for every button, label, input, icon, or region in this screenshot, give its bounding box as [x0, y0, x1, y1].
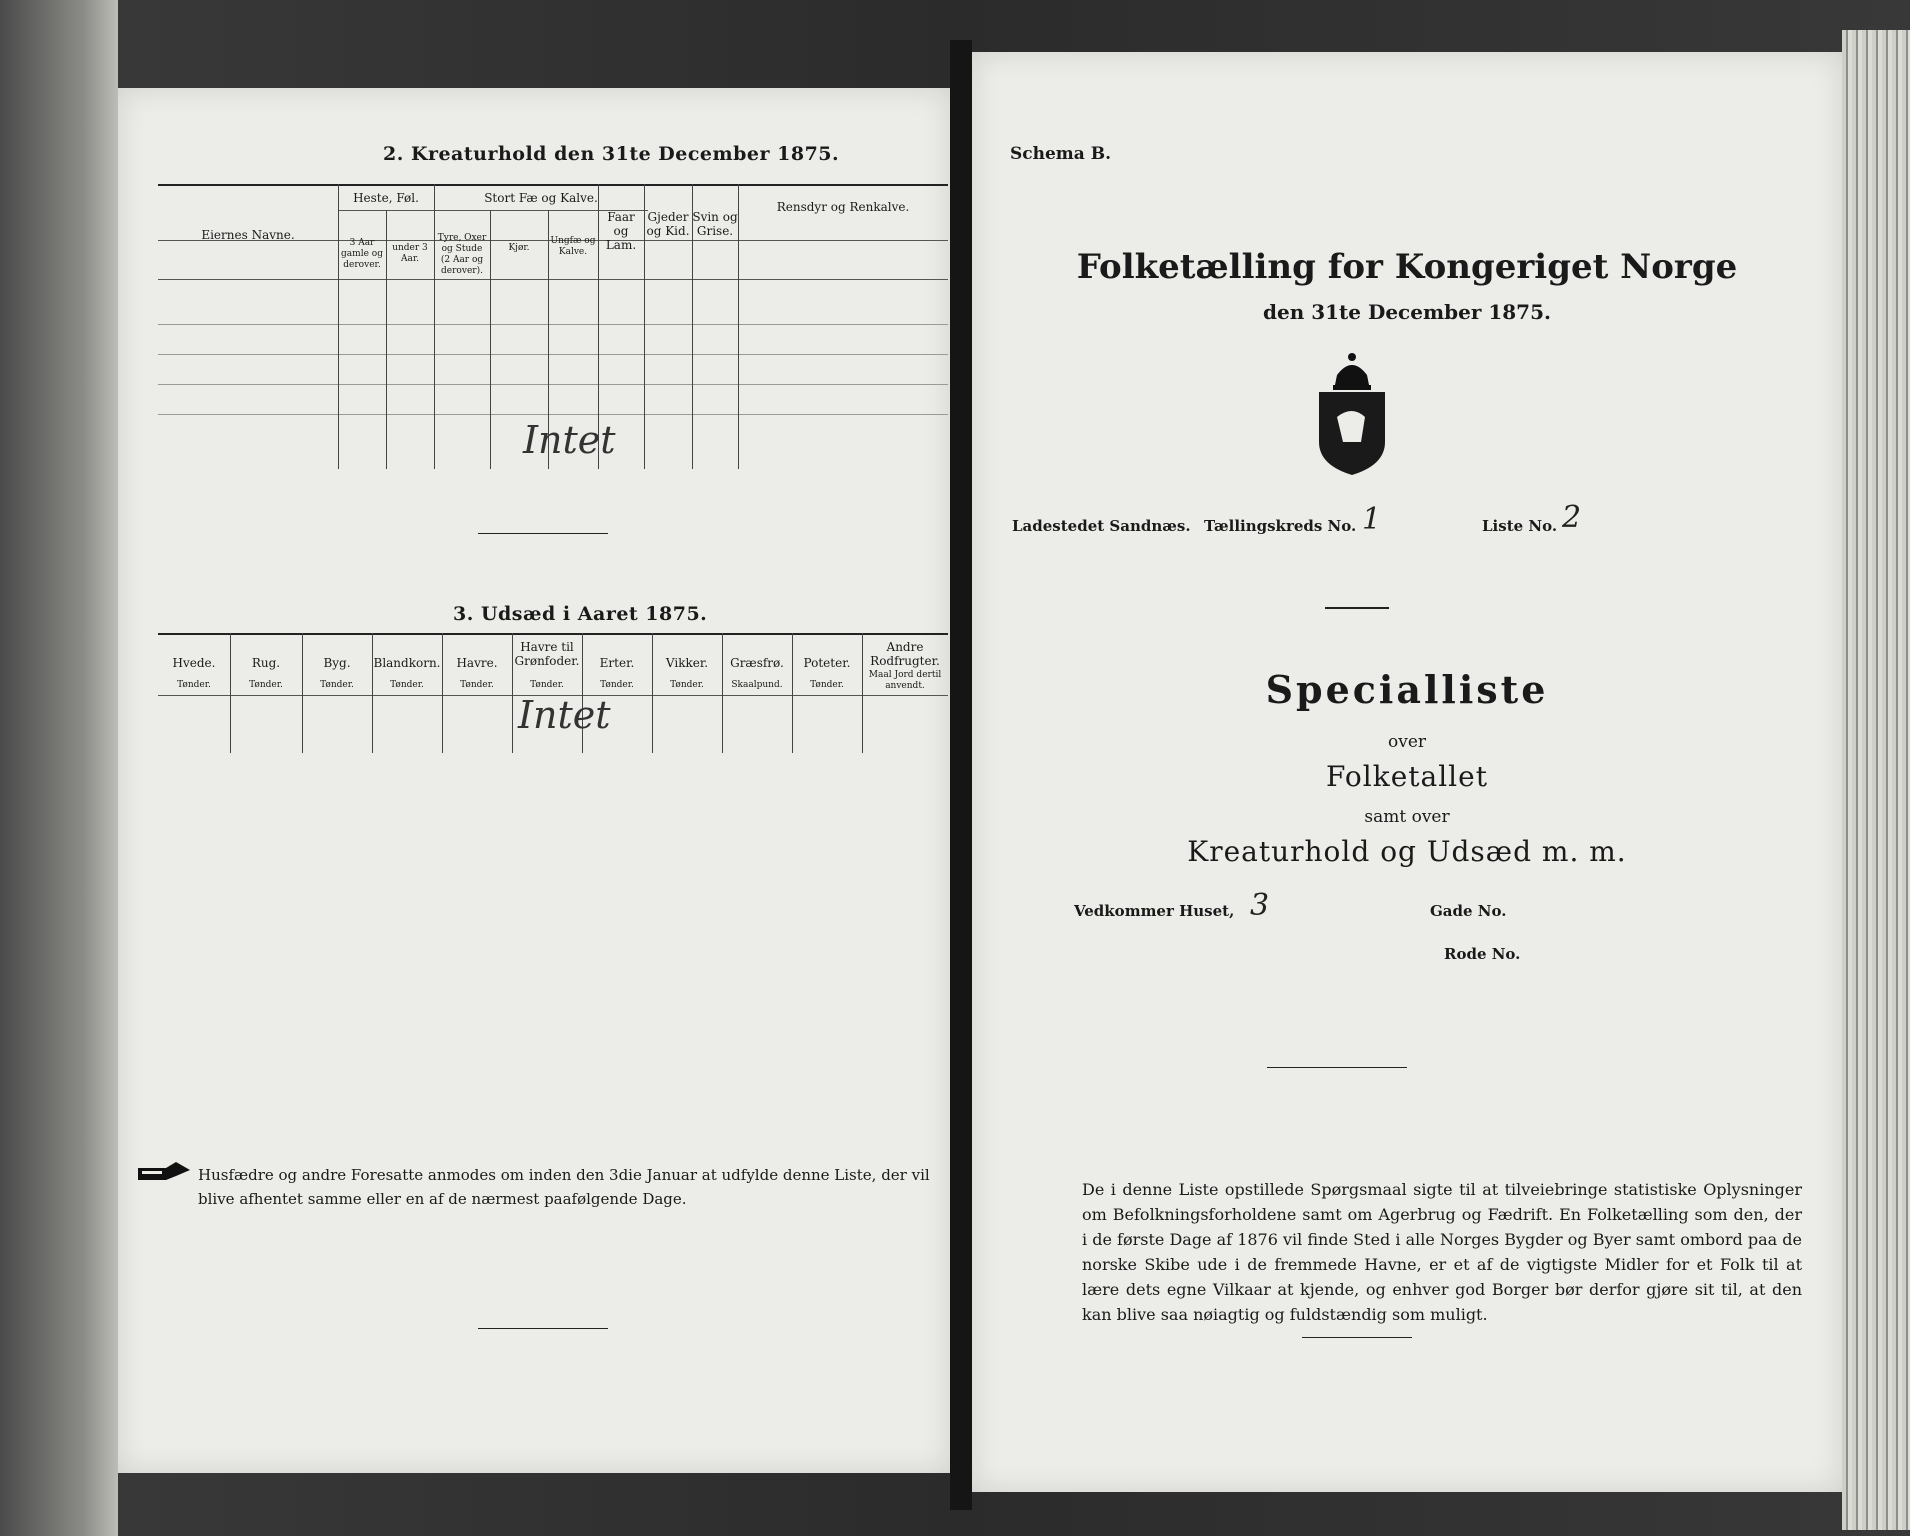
seed-col-unit: Tønder.: [670, 680, 704, 690]
col-owner: Eiernes Navne.: [201, 228, 295, 242]
kreaturhold-text: Kreaturhold og Udsæd m. m.: [1187, 835, 1627, 868]
section-divider: [478, 533, 608, 534]
divider-2: [1267, 1067, 1407, 1068]
seed-col-name: Erter.: [599, 656, 635, 670]
seed-col-name: Havre til Grønfoder.: [514, 640, 580, 668]
kreds-label: Tællingskreds No.: [1204, 517, 1357, 535]
seed-handwriting: Intet: [518, 693, 611, 737]
main-title: Folketælling for Kongeriget Norge: [1076, 247, 1738, 287]
col-reindeer: Rensdyr og Renkalve.: [776, 200, 910, 214]
seed-table-top-rule: [158, 633, 948, 635]
section3-title: 3. Udsæd i Aaret 1875.: [453, 603, 708, 625]
folketallet-text: Folketallet: [1326, 760, 1488, 793]
bottom-divider: [478, 1328, 608, 1329]
left-margin-shadow: [0, 0, 118, 1536]
seed-col-name: Byg.: [323, 656, 351, 670]
seed-col-unit: Tønder.: [249, 680, 283, 690]
col-cattle-cows: Kjør.: [508, 243, 530, 253]
seed-col-name: Græsfrø.: [730, 656, 784, 670]
col-horses-under3: under 3 Aar.: [392, 243, 428, 264]
over-text: over: [1387, 732, 1427, 752]
notice-text: Husfædre og andre Foresatte anmodes om inden den 3die Januar at udfylde denne Liste, der vil blive afhentet samme eller en af de nærmest paafølgende Dage.: [198, 1166, 930, 1208]
seed-col-unit: Skaalpund.: [731, 680, 783, 690]
col-horses-3yr: 3 Aar gamle og derover.: [341, 238, 383, 270]
col-goats: Gjeder og Kid.: [646, 210, 690, 238]
divider-1: [1325, 607, 1389, 609]
samt-over-text: samt over: [1364, 807, 1450, 827]
rode-label: Rode No.: [1444, 945, 1521, 963]
seed-col-name: Vikker.: [665, 656, 709, 670]
col-horses: Heste, Føl.: [353, 191, 419, 205]
seed-col-name: Rug.: [251, 656, 281, 670]
seed-col-unit: Tønder.: [177, 680, 211, 690]
kreds-value: 1: [1362, 502, 1382, 537]
table-top-rule: [158, 184, 948, 186]
livestock-handwriting: Intet: [523, 418, 616, 462]
seed-col-name: Poteter.: [803, 656, 851, 670]
liste-label: Liste No.: [1482, 517, 1558, 535]
schema-label: Schema B.: [1010, 144, 1112, 164]
col-cattle-young: Ungfæ og Kalve.: [550, 236, 596, 257]
page-edges: [1842, 30, 1910, 1530]
ladestedet-label: Ladestedet Sandnæs.: [1012, 517, 1191, 535]
seed-col-unit: Tønder.: [390, 680, 424, 690]
right-page: [972, 52, 1842, 1492]
pointing-hand-icon: [136, 1158, 192, 1188]
divider-3: [1302, 1337, 1412, 1338]
seed-col-unit: Tønder.: [320, 680, 354, 690]
seed-col-name: Blandkorn.: [373, 656, 441, 670]
info-text: De i denne Liste opstillede Spørgsmaal sigte til at tilveiebringe statistiske Oplysninger om Befolkningsforholdene samt om Agerbrug og Fædrift. En Folketælling som den, der i de første Dage af 1876 vil finde Sted i alle Norges Bygder og Byer samt ombord paa de norske Skibe ude i de fremmede Havne, er et af de vigtigste Midler for et Folk til at lære dets egne Vilkaar at kjende, og enhver god Borger bør derfor gjøre sit til, at den kan blive saa nøiagtig og fuldstændig som muligt.: [1082, 1180, 1802, 1324]
col-sheep: Faar og Lam.: [605, 210, 637, 252]
seed-col-name: Hvede.: [172, 656, 216, 670]
liste-value: 2: [1562, 500, 1582, 535]
seed-col-unit: Tønder.: [600, 680, 634, 690]
seed-col-unit: Tønder.: [460, 680, 494, 690]
col-cattle-bulls: Tyre, Oxer og Stude (2 Aar og derover).: [437, 233, 487, 276]
seed-col-unit: Tønder.: [530, 680, 564, 690]
huset-value: 3: [1250, 888, 1270, 923]
seed-col-name: Andre Rodfrugter.: [870, 640, 940, 668]
spec-title: Specialliste: [1265, 667, 1549, 712]
book-gutter: [950, 40, 972, 1510]
date-line: den 31te December 1875.: [1263, 300, 1551, 324]
seed-col-unit: Tønder.: [810, 680, 844, 690]
left-page: [118, 88, 950, 1473]
coat-of-arms-icon: [1307, 347, 1397, 477]
gade-label: Gade No.: [1430, 902, 1507, 920]
seed-col-name: Havre.: [456, 656, 498, 670]
huset-label: Vedkommer Huset,: [1074, 902, 1235, 920]
seed-col-unit: Maal Jord dertil anvendt.: [868, 670, 942, 691]
col-cattle: Stort Fæ og Kalve.: [484, 191, 598, 205]
section2-title: 2. Kreaturhold den 31te December 1875.: [383, 143, 840, 165]
col-pigs: Svin og Grise.: [692, 210, 738, 238]
